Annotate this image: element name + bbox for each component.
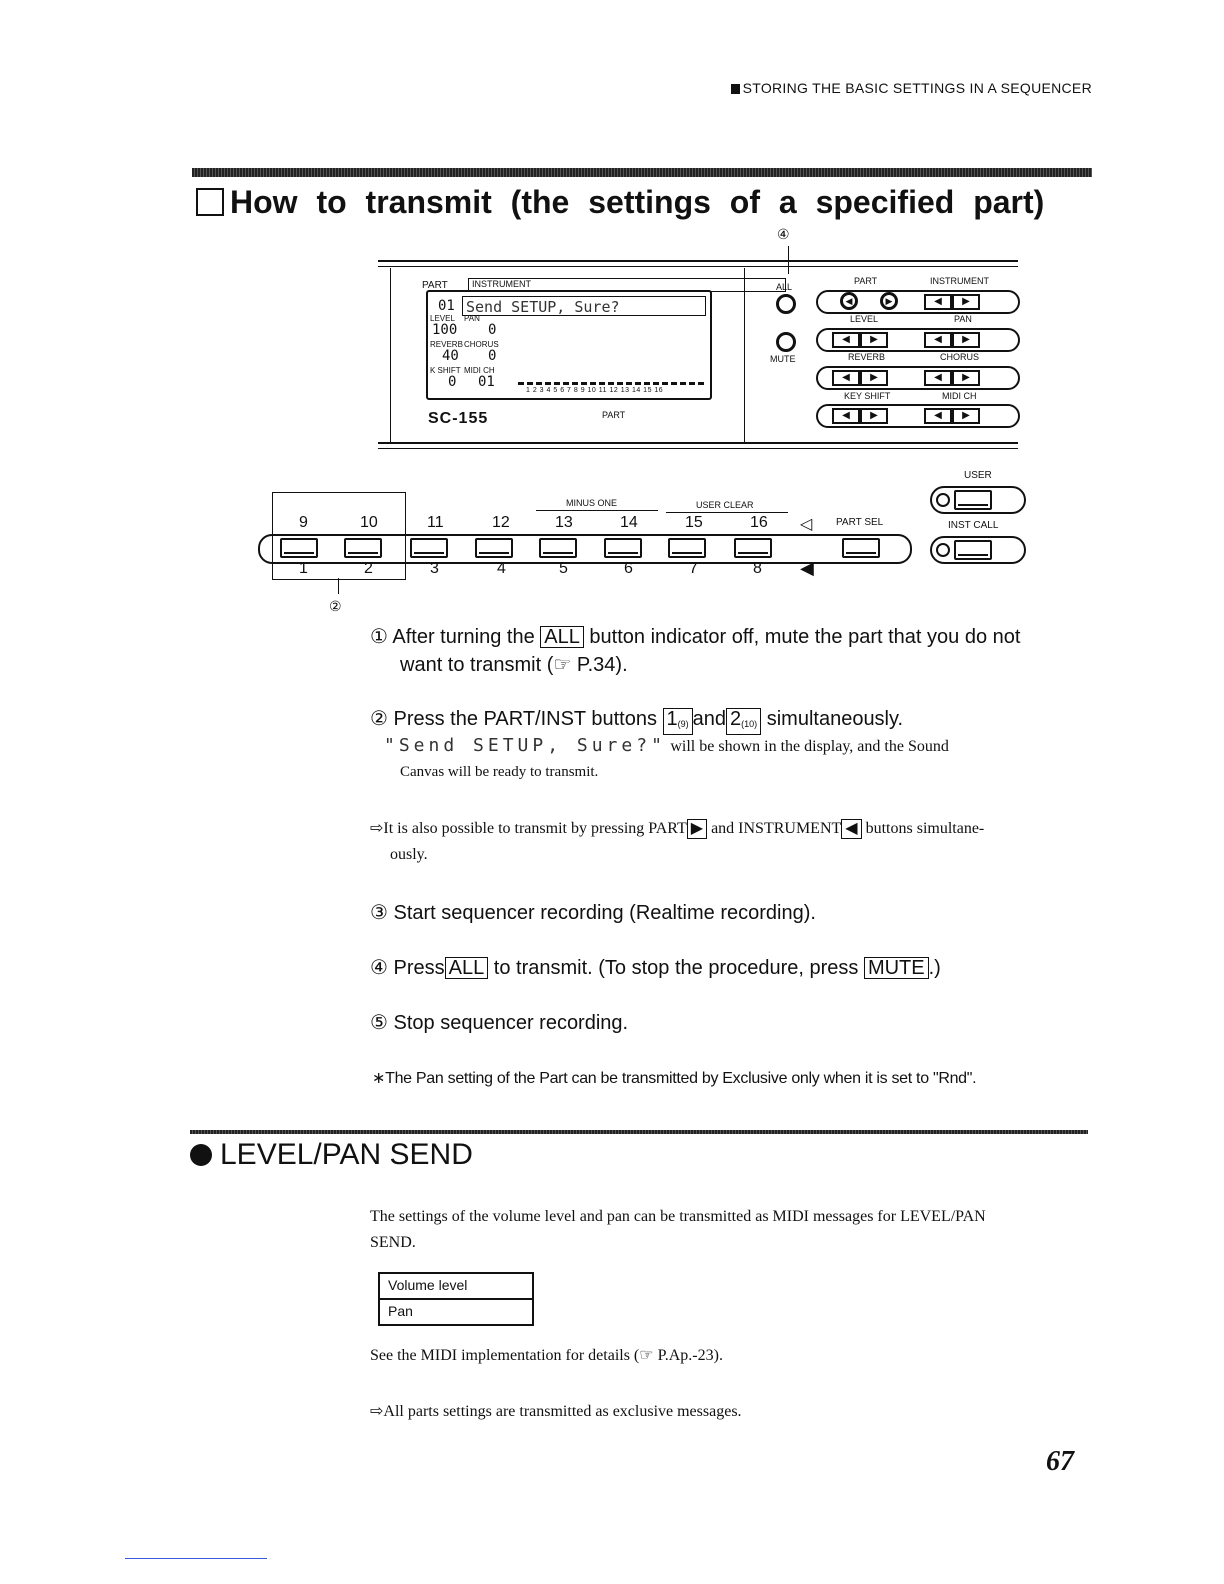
square-bullet-icon bbox=[731, 84, 740, 94]
lcd-midich-value: 01 bbox=[478, 374, 495, 390]
section-heading bbox=[190, 1138, 473, 1172]
midich-left-button[interactable]: ◀ bbox=[924, 408, 952, 424]
page-title-text: How to transmit (the settings of a specified part) bbox=[230, 184, 1045, 220]
note-2: ⇨All parts settings are transmitted as exclusive messages. bbox=[370, 1403, 742, 1420]
callout-2: ② bbox=[329, 598, 342, 614]
left-arrow-filled-icon: ◀ bbox=[800, 558, 814, 578]
all-button[interactable] bbox=[776, 294, 796, 314]
chorus-left-button[interactable]: ◀ bbox=[924, 370, 952, 386]
lcd-part-scale: 1 2 3 4 5 6 7 8 9 10 11 12 13 14 15 16 bbox=[526, 387, 664, 394]
instrument-left-key-ref: ◀ bbox=[841, 819, 861, 839]
instrument-left-button[interactable]: ◀ bbox=[924, 294, 952, 310]
level-left-button[interactable]: ◀ bbox=[832, 332, 860, 348]
running-header bbox=[731, 80, 1092, 96]
section-body-cont: SEND. bbox=[370, 1234, 416, 1251]
part-key-2[interactable] bbox=[344, 538, 382, 558]
key-top-number: 11 bbox=[427, 514, 444, 531]
key-bottom-number: 8 bbox=[753, 560, 762, 577]
chorus-label: CHORUS bbox=[940, 352, 980, 362]
step-4: ④ Press ALL to transmit. (To stop the procedure, press MUTE .) bbox=[370, 955, 941, 979]
lcd-kshift-label: K SHIFT bbox=[430, 366, 461, 375]
key-top-number: 13 bbox=[555, 514, 573, 531]
note-1-cont: ously. bbox=[390, 846, 428, 863]
key-top-number: 10 bbox=[360, 514, 378, 531]
step-1: ① After turning the ALL button indicator off, mute the part that you do not bbox=[370, 624, 1021, 648]
key-bottom-number: 2 bbox=[364, 560, 373, 577]
key-bottom-number: 5 bbox=[559, 560, 568, 577]
minus-one-label: MINUS ONE bbox=[566, 498, 618, 508]
step-1-cont: want to transmit (☞ P.34). bbox=[400, 654, 628, 676]
level-pan-buttons[interactable] bbox=[816, 328, 1020, 352]
lcd-part-bars bbox=[518, 382, 704, 385]
lcd-midich-label: MIDI CH bbox=[464, 366, 495, 375]
part-right-button[interactable]: ▶ bbox=[880, 292, 898, 310]
part-sel-key[interactable] bbox=[842, 538, 880, 558]
user-label: USER bbox=[964, 470, 992, 481]
footnote: ∗The Pan setting of the Part can be transmitted by Exclusive only when it is set to "Rnd". bbox=[372, 1070, 977, 1087]
part-key-1[interactable] bbox=[280, 538, 318, 558]
part-instrument-buttons[interactable] bbox=[816, 290, 1020, 314]
part-key-7[interactable] bbox=[668, 538, 706, 558]
callout-4: ④ bbox=[777, 226, 790, 242]
lcd-kshift-value: 0 bbox=[448, 374, 457, 390]
part-key-4[interactable] bbox=[475, 538, 513, 558]
see-reference: See the MIDI implementation for details (☞ P.Ap.-23). bbox=[370, 1347, 723, 1364]
lcd-part-label: PART bbox=[422, 280, 448, 291]
page-title bbox=[196, 184, 1044, 221]
key-bottom-number: 3 bbox=[430, 560, 439, 577]
mute-button[interactable] bbox=[776, 332, 796, 352]
keyshift-midich-buttons[interactable] bbox=[816, 404, 1020, 428]
section-heading-text: LEVEL/PAN SEND bbox=[220, 1138, 473, 1171]
lcd-chorus-value: 0 bbox=[488, 348, 497, 364]
user-button[interactable] bbox=[930, 486, 1026, 514]
level-right-button[interactable]: ▶ bbox=[860, 332, 888, 348]
part-key-8[interactable] bbox=[734, 538, 772, 558]
pan-label: PAN bbox=[954, 314, 972, 324]
section-rule bbox=[190, 1130, 1088, 1134]
table-row: Volume level bbox=[388, 1277, 468, 1293]
part-key-5[interactable] bbox=[539, 538, 577, 558]
part-label: PART bbox=[854, 276, 878, 286]
midich-right-button[interactable]: ▶ bbox=[952, 408, 980, 424]
step-2: ② Press the PART/INST buttons $1_{(9)}$ and $2_{(10)}$ simultaneously. bbox=[370, 706, 903, 735]
key-top-number: 12 bbox=[492, 514, 510, 531]
chorus-right-button[interactable]: ▶ bbox=[952, 370, 980, 386]
bottom-link-line bbox=[125, 1558, 267, 1559]
key-shift-label: KEY SHIFT bbox=[844, 391, 891, 401]
note-1: ⇨It is also possible to transmit by pressing PART ▶ and INSTRUMENT ◀ buttons simultane- bbox=[370, 820, 985, 837]
device-panel bbox=[378, 260, 1018, 450]
keyshift-left-button[interactable]: ◀ bbox=[832, 408, 860, 424]
step-2-display: "Send SETUP, Sure?" will be shown in the display, and the Sound bbox=[384, 735, 949, 756]
lcd-level-label: LEVEL bbox=[430, 314, 455, 323]
key-top-number: 15 bbox=[685, 514, 703, 531]
model-logo: SC-155 bbox=[428, 410, 489, 427]
callout-2-line bbox=[338, 578, 339, 594]
step-2-cont: Canvas will be ready to transmit. bbox=[400, 764, 599, 780]
lcd-display bbox=[426, 290, 712, 400]
step-5: ⑤ Stop sequencer recording. bbox=[370, 1010, 629, 1034]
keyshift-right-button[interactable]: ▶ bbox=[860, 408, 888, 424]
reverb-chorus-buttons[interactable] bbox=[816, 366, 1020, 390]
key-top-number: 16 bbox=[750, 514, 768, 531]
lcd-bottom-part-label: PART bbox=[602, 410, 626, 420]
lcd-reverb-label: REVERB bbox=[430, 340, 463, 349]
left-arrow-outline-icon: ◁ bbox=[800, 516, 813, 533]
mute-key-ref: MUTE bbox=[864, 957, 929, 979]
lcd-reverb-value: 40 bbox=[442, 348, 459, 364]
step-3: ③ Start sequencer recording (Realtime recording). bbox=[370, 900, 816, 924]
user-clear-label: USER CLEAR bbox=[696, 500, 754, 510]
bullet-dot-icon bbox=[190, 1144, 212, 1166]
midi-ch-label: MIDI CH bbox=[942, 391, 977, 401]
lcd-message: Send SETUP, Sure? bbox=[466, 298, 620, 316]
key-1-ref: $1_{(9)}$ bbox=[663, 708, 693, 735]
lcd-pan-value: 0 bbox=[488, 322, 497, 338]
lcd-chorus-label: CHORUS bbox=[464, 340, 499, 349]
heading-rule bbox=[192, 168, 1092, 177]
instrument-label: INSTRUMENT bbox=[930, 276, 989, 286]
reverb-right-button[interactable]: ▶ bbox=[860, 370, 888, 386]
page-number: 67 bbox=[1046, 1446, 1074, 1477]
part-right-key-ref: ▶ bbox=[687, 819, 707, 839]
lcd-instrument-title: INSTRUMENT bbox=[468, 278, 786, 292]
inst-call-label: INST CALL bbox=[948, 520, 999, 531]
key-top-number: 14 bbox=[620, 514, 638, 531]
key-bottom-number: 4 bbox=[497, 560, 506, 577]
key-2-ref: $2_{(10)}$ bbox=[726, 708, 761, 735]
all-key-ref-2: ALL bbox=[445, 957, 489, 979]
running-header-text: STORING THE BASIC SETTINGS IN A SEQUENCER bbox=[742, 80, 1092, 96]
reverb-left-button[interactable]: ◀ bbox=[832, 370, 860, 386]
table-row: Pan bbox=[380, 1298, 532, 1324]
key-bottom-number: 6 bbox=[624, 560, 633, 577]
level-label: LEVEL bbox=[850, 314, 879, 324]
instrument-right-button[interactable]: ▶ bbox=[952, 294, 980, 310]
lcd-level-value: 100 bbox=[432, 322, 458, 338]
key-bottom-number: 7 bbox=[689, 560, 698, 577]
part-key-6[interactable] bbox=[604, 538, 642, 558]
all-key-ref: ALL bbox=[540, 626, 584, 648]
pan-left-button[interactable]: ◀ bbox=[924, 332, 952, 348]
mute-label: MUTE bbox=[770, 354, 796, 364]
lcd-pan-label: PAN bbox=[464, 314, 480, 323]
part-left-button[interactable]: ◀ bbox=[840, 292, 858, 310]
checkbox-square-icon bbox=[196, 188, 224, 216]
key-bottom-number: 1 bbox=[299, 560, 308, 577]
reverb-label: REVERB bbox=[848, 352, 886, 362]
all-label: ALL bbox=[776, 282, 793, 292]
parameter-table bbox=[378, 1272, 534, 1326]
part-sel-label: PART SEL bbox=[836, 517, 884, 528]
section-body: The settings of the volume level and pan can be transmitted as MIDI messages for LEVEL/PAN bbox=[370, 1208, 986, 1225]
key-top-number: 9 bbox=[299, 514, 308, 531]
lcd-message-quote: "Send SETUP, Sure?" bbox=[384, 735, 666, 756]
pan-right-button[interactable]: ▶ bbox=[952, 332, 980, 348]
inst-call-button[interactable] bbox=[930, 536, 1026, 564]
part-key-3[interactable] bbox=[410, 538, 448, 558]
lcd-part-number: 01 bbox=[438, 298, 455, 314]
